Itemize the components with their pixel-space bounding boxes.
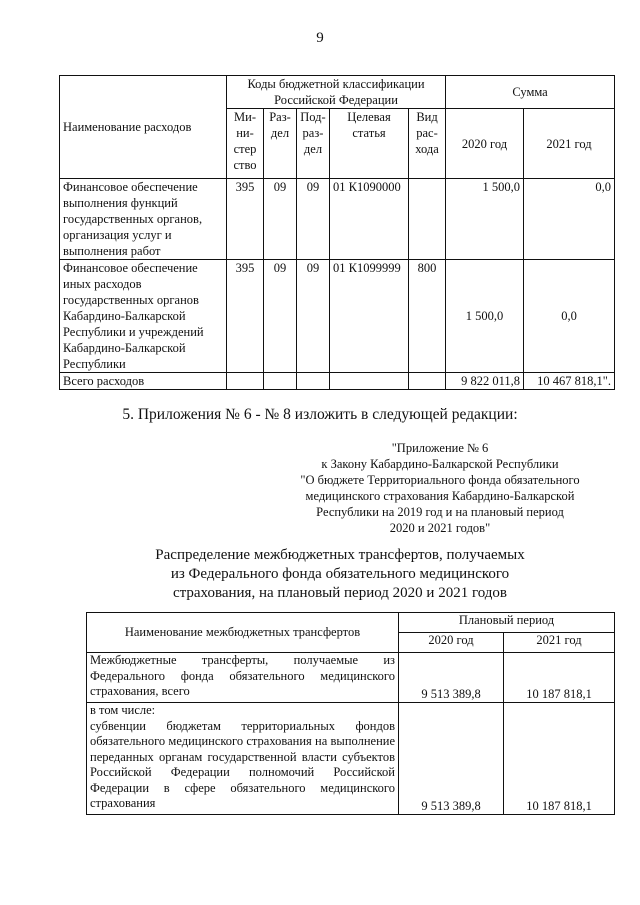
row-sum-2021: 0,0 <box>524 179 615 260</box>
header-2021: 2021 год <box>504 633 615 653</box>
row-ministry: 395 <box>227 179 264 260</box>
row-target: 01 К1099999 <box>330 260 409 373</box>
header-sum: Сумма <box>446 76 615 109</box>
total-2020: 9 822 011,8 <box>446 373 524 390</box>
row-sum-2021: 0,0 <box>524 260 615 373</box>
transfers-table <box>86 612 615 815</box>
header-ministry: Ми-ни-стер ство <box>227 109 264 179</box>
table-row <box>60 179 615 260</box>
row-value-2020: 9 513 389,8 <box>399 653 504 703</box>
table-row <box>87 653 615 703</box>
row-razdel: 09 <box>264 260 297 373</box>
header-name: Наименование межбюджетных трансфертов <box>87 613 399 653</box>
header-podrazdel: Под-раз-дел <box>297 109 330 179</box>
page-number: 9 <box>316 30 324 46</box>
header-period: Плановый период <box>399 613 615 633</box>
header-codes: Коды бюджетной классификации Российской Федерации <box>227 76 446 109</box>
table-header-row <box>60 76 615 109</box>
row-name: Межбюджетные трансферты, получаемые из Федерального фонда обязательного медицинского страхования, всего <box>87 653 399 703</box>
row-vid <box>409 179 446 260</box>
title-line: из Федерального фонда обязательного медицинского <box>170 566 510 582</box>
row-intro: в том числе: <box>90 703 156 717</box>
appendix-line: Республики на 2019 год и на плановый период <box>316 505 564 519</box>
row-razdel: 09 <box>264 179 297 260</box>
document-title <box>120 546 560 603</box>
row-value-2021: 10 187 818,1 <box>504 653 615 703</box>
section-heading: 5. Приложения № 6 - № 8 изложить в следующей редакции: <box>122 406 518 423</box>
appendix-line: "О бюджете Территориального фонда обязательного <box>300 473 580 487</box>
row-podrazdel: 09 <box>297 260 330 373</box>
total-label: Всего расходов <box>60 373 227 390</box>
row-vid: 800 <box>409 260 446 373</box>
title-line: Распределение межбюджетных трансфертов, получаемых <box>155 547 525 563</box>
table-row <box>87 703 615 815</box>
header-2020: 2020 год <box>399 633 504 653</box>
appendix-line: 2020 и 2021 годов" <box>389 521 491 535</box>
header-2020: 2020 год <box>446 109 524 179</box>
row-sum-2020: 1 500,0 <box>446 179 524 260</box>
row-name <box>87 703 399 815</box>
row-podrazdel: 09 <box>297 179 330 260</box>
header-razdel: Раз-дел <box>264 109 297 179</box>
appendix-line: к Закону Кабардино-Балкарской Республики <box>321 457 559 471</box>
table-row <box>60 260 615 373</box>
header-name: Наименование расходов <box>60 76 227 179</box>
appendix-line: медицинского страхования Кабардино-Балкарской <box>305 489 575 503</box>
row-sum-2020: 1 500,0 <box>446 260 524 373</box>
header-2021: 2021 год <box>524 109 615 179</box>
table-header-row <box>87 613 615 633</box>
table-total-row <box>60 373 615 390</box>
row-ministry: 395 <box>227 260 264 373</box>
appendix-line: "Приложение № 6 <box>391 441 489 455</box>
row-target: 01 К1090000 <box>330 179 409 260</box>
expenses-table <box>59 75 615 390</box>
title-line: страхования, на плановый период 2020 и 2021 годов <box>172 585 508 601</box>
row-name-text: субвенции бюджетам территориальных фондов обязательного медицинского страхования на выполнение переданных органам государственной власти субъектов Российской Федерации полномочий Российской Федерации в сфере обязательного медицинского страхования <box>90 718 395 810</box>
row-value-2020: 9 513 389,8 <box>399 703 504 815</box>
total-2021: 10 467 818,1". <box>524 373 615 390</box>
appendix-reference <box>270 440 610 536</box>
row-name: Финансовое обеспечение иных расходов государственных органов Кабардино-Балкарской Республики и учреждений Кабардино-Балкарской Республики <box>60 260 227 373</box>
header-vid: Вид рас-хода <box>409 109 446 179</box>
row-name: Финансовое обеспечение выполнения функций государственных органов, организация услуг и выполнения работ <box>60 179 227 260</box>
row-value-2021: 10 187 818,1 <box>504 703 615 815</box>
header-target: Целевая статья <box>330 109 409 179</box>
